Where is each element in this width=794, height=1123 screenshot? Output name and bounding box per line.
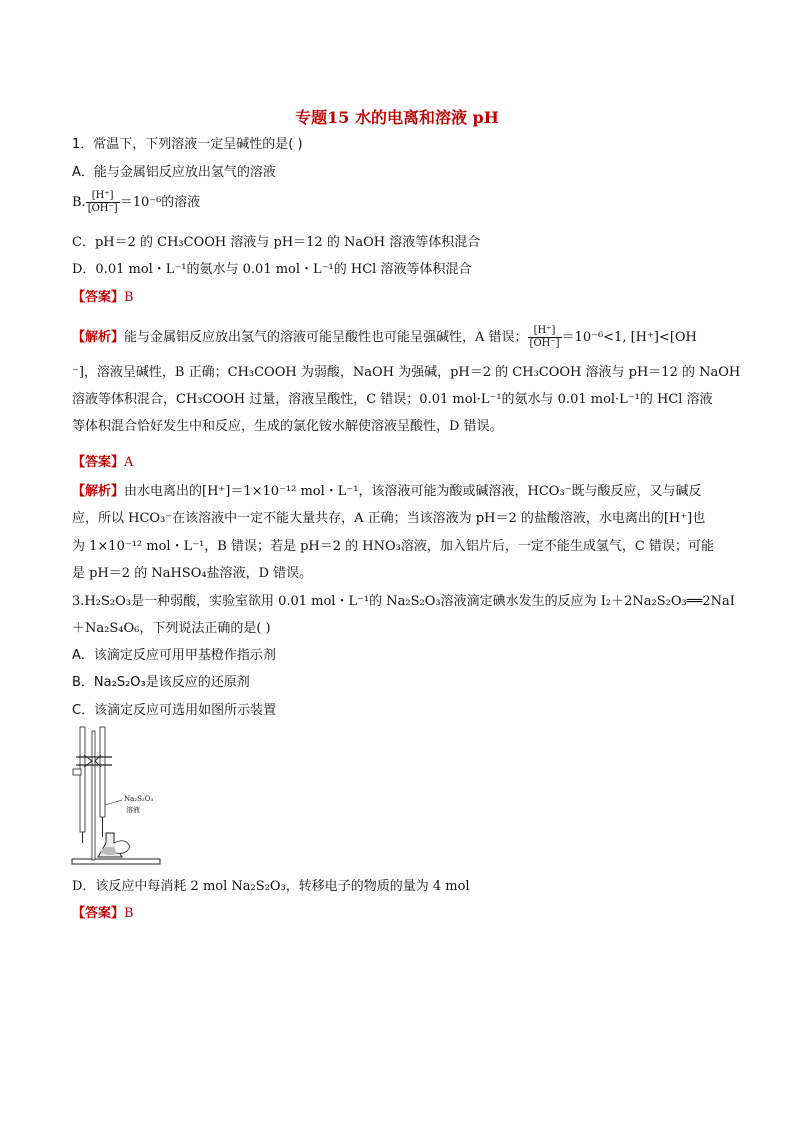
q3-option-d: D．该反应中每消耗 2 mol Na₂S₂O₃，转移电子的物质的量为 4 mol <box>72 879 470 894</box>
answer-label: 【答案】 <box>72 455 125 470</box>
q1-answer <box>72 288 134 308</box>
q1-option-a: A．能与金属铝反应放出氢气的溶液 <box>72 165 276 180</box>
analysis-text: ＝10⁻⁶<1, [H⁺]<[OH <box>561 330 697 345</box>
q1-analysis-line-3: 溶液等体积混合，CH₃COOH 过量，溶液呈酸性，C 错误；0.01 mol·L⁻¹的氨水与 0.01 mol·L⁻¹的 HCl 溶液 <box>72 392 713 407</box>
q3-stem-line-1: 3.H₂S₂O₃是一种弱酸，实验室欲用 0.01 mol・L⁻¹的 Na₂S₂O₃溶液滴定碘水发生的反应为 I₂＋2Na₂S₂O₃══2NaI <box>72 594 735 609</box>
answer-label: 【答案】 <box>72 290 125 305</box>
fraction-numerator: [H⁺] <box>528 325 562 338</box>
page-title: 专题15 水的电离和溶液 pH <box>295 108 499 127</box>
answer-value: B <box>124 290 134 305</box>
figure-label-solution: 溶液 <box>126 806 140 814</box>
analysis-fraction <box>528 325 562 350</box>
q1-stem: 1．常温下，下列溶液一定呈碱性的是( ) <box>72 137 303 152</box>
q1-option-b <box>72 190 200 215</box>
analysis-label: 【解析】 <box>72 330 125 345</box>
q1-option-d: D．0.01 mol・L⁻¹的氨水与 0.01 mol・L⁻¹的 HCl 溶液等体积混合 <box>72 262 472 277</box>
analysis-text: 由水电离出的[H⁺]＝1×10⁻¹² mol・L⁻¹，该溶液可能为酸或碱溶液，HCO₃⁻既与酸反应，又与碱反 <box>124 484 702 499</box>
q2-analysis-line-4: 是 pH＝2 的 NaHSO₄盐溶液，D 错误。 <box>72 566 313 581</box>
q1-option-c: C．pH＝2 的 CH₃COOH 溶液与 pH＝12 的 NaOH 溶液等体积混合 <box>72 235 481 250</box>
q2-answer <box>72 453 133 473</box>
q3-answer <box>72 904 134 924</box>
answer-value: A <box>124 455 134 470</box>
q1-option-b-fraction <box>86 190 120 215</box>
q2-analysis-line-1 <box>72 482 702 502</box>
answer-value: B <box>124 906 134 921</box>
q2-analysis-line-2: 应，所以 HCO₃⁻在该溶液中一定不能大量共存，A 正确；当该溶液为 pH＝2 的盐酸溶液，水电离出的[H⁺]也 <box>72 511 706 526</box>
q3-option-a: A．该滴定反应可用甲基橙作指示剂 <box>72 648 276 663</box>
q3-option-c: C．该滴定反应可选用如图所示装置 <box>72 703 277 718</box>
titration-apparatus-figure <box>70 725 170 868</box>
q2-analysis-line-3: 为 1×10⁻¹² mol・L⁻¹，B 错误；若是 pH＝2 的 HNO₃溶液，加入铝片后，一定不能生成氢气，C 错误；可能 <box>72 539 714 554</box>
answer-label: 【答案】 <box>72 906 125 921</box>
fraction-denominator: [OH⁻] <box>87 203 118 214</box>
figure-label-reagent: Na₂S₂O₃ <box>124 795 154 803</box>
q1-analysis-line-1 <box>72 325 697 350</box>
q1-option-b-prefix: B. <box>72 195 86 210</box>
q1-analysis-line-2: ⁻]，溶液呈碱性，B 正确；CH₃COOH 为弱酸，NaOH 为强碱，pH＝2 的 CH₃COOH 溶液与 pH＝12 的 NaOH <box>72 365 741 380</box>
analysis-label: 【解析】 <box>72 484 125 499</box>
fraction-denominator: [OH⁻] <box>529 338 560 349</box>
q3-option-b: B．Na₂S₂O₃是该反应的还原剂 <box>72 675 250 690</box>
q1-option-b-suffix: ＝10⁻⁶的溶液 <box>119 195 201 210</box>
analysis-text: 能与金属铝反应放出氢气的溶液可能呈酸性也可能呈强碱性，A 错误； <box>124 330 528 345</box>
q3-stem-line-2: ＋Na₂S₄O₆，下列说法正确的是( ) <box>72 621 271 636</box>
fraction-numerator: [H⁺] <box>86 190 120 203</box>
q1-analysis-line-4: 等体积混合恰好发生中和反应，生成的氯化铵水解使溶液呈酸性，D 错误。 <box>72 419 503 434</box>
